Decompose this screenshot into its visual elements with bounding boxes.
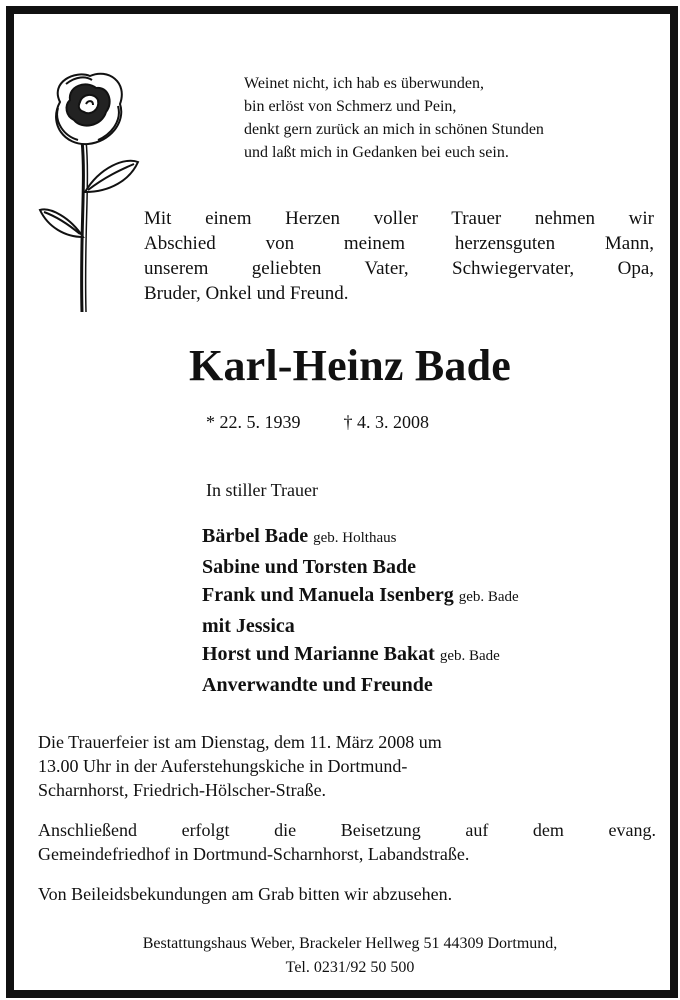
burial-info	[38, 818, 656, 866]
maiden-name-note: geb. Holthaus	[313, 530, 397, 546]
deceased-name: Karl-Heinz Bade	[189, 341, 511, 390]
family-member	[202, 581, 519, 612]
life-dates	[206, 412, 429, 433]
condolences-note: Von Beileidsbekundungen am Grab bitten wir abzusehen.	[38, 884, 453, 904]
family-member	[202, 612, 519, 641]
family-member	[202, 553, 519, 582]
maiden-name-note: geb. Bade	[458, 589, 519, 605]
intro-line: unserem geliebten Vater, Schwiegervater, Opa,	[144, 258, 654, 279]
family-member-name: Horst und Marianne Bakat	[202, 643, 435, 665]
intro-line: Abschied von meinem herzensguten Mann,	[144, 233, 654, 254]
family-member-name: mit Jessica	[202, 614, 295, 637]
ceremony-line: 13.00 Uhr in der Auferstehungskiche in Dortmund-	[38, 756, 408, 776]
family-member	[202, 522, 519, 553]
intro-text	[144, 206, 654, 306]
birth-date: * 22. 5. 1939	[206, 412, 301, 432]
ceremony-line: Die Trauerfeier ist am Dienstag, dem 11. März 2008 um	[38, 732, 442, 752]
poem-line: bin erlöst von Schmerz und Pein,	[244, 98, 457, 115]
funeral-home-address: Bestattungshaus Weber, Brackeler Hellweg 51 44309 Dortmund,	[142, 935, 558, 952]
family-member-name: Bärbel Bade	[202, 525, 309, 547]
intro-line: Bruder, Onkel und Freund.	[144, 283, 349, 304]
rose-icon	[30, 62, 160, 322]
family-member	[202, 671, 519, 700]
death-date: † 4. 3. 2008	[343, 412, 429, 432]
family-member	[202, 640, 519, 671]
family-member-name: Sabine und Torsten Bade	[202, 555, 416, 578]
poem-line: denkt gern zurück an mich in schönen Stunden	[244, 121, 544, 138]
family-member-name: Frank und Manuela Isenberg	[202, 584, 454, 606]
funeral-home-footer	[14, 932, 680, 980]
obituary-frame	[6, 6, 678, 998]
funeral-home-phone: Tel. 0231/92 50 500	[285, 959, 415, 976]
poem-line: und laßt mich in Gedanken bei euch sein.	[244, 144, 509, 161]
burial-line: Anschließend erfolgt die Beisetzung auf dem evang.	[38, 820, 656, 840]
family-member-name: Anverwandte und Freunde	[202, 673, 433, 696]
family-list	[202, 522, 519, 699]
ceremony-info	[38, 730, 656, 802]
burial-line: Gemeindefriedhof in Dortmund-Scharnhorst, Labandstraße.	[38, 844, 470, 864]
poem	[244, 72, 544, 164]
maiden-name-note: geb. Bade	[439, 648, 500, 664]
intro-line: Mit einem Herzen voller Trauer nehmen wir	[144, 208, 654, 229]
ceremony-line: Scharnhorst, Friedrich-Hölscher-Straße.	[38, 780, 327, 800]
mourning-heading: In stiller Trauer	[206, 480, 318, 500]
poem-line: Weinet nicht, ich hab es überwunden,	[244, 75, 484, 92]
